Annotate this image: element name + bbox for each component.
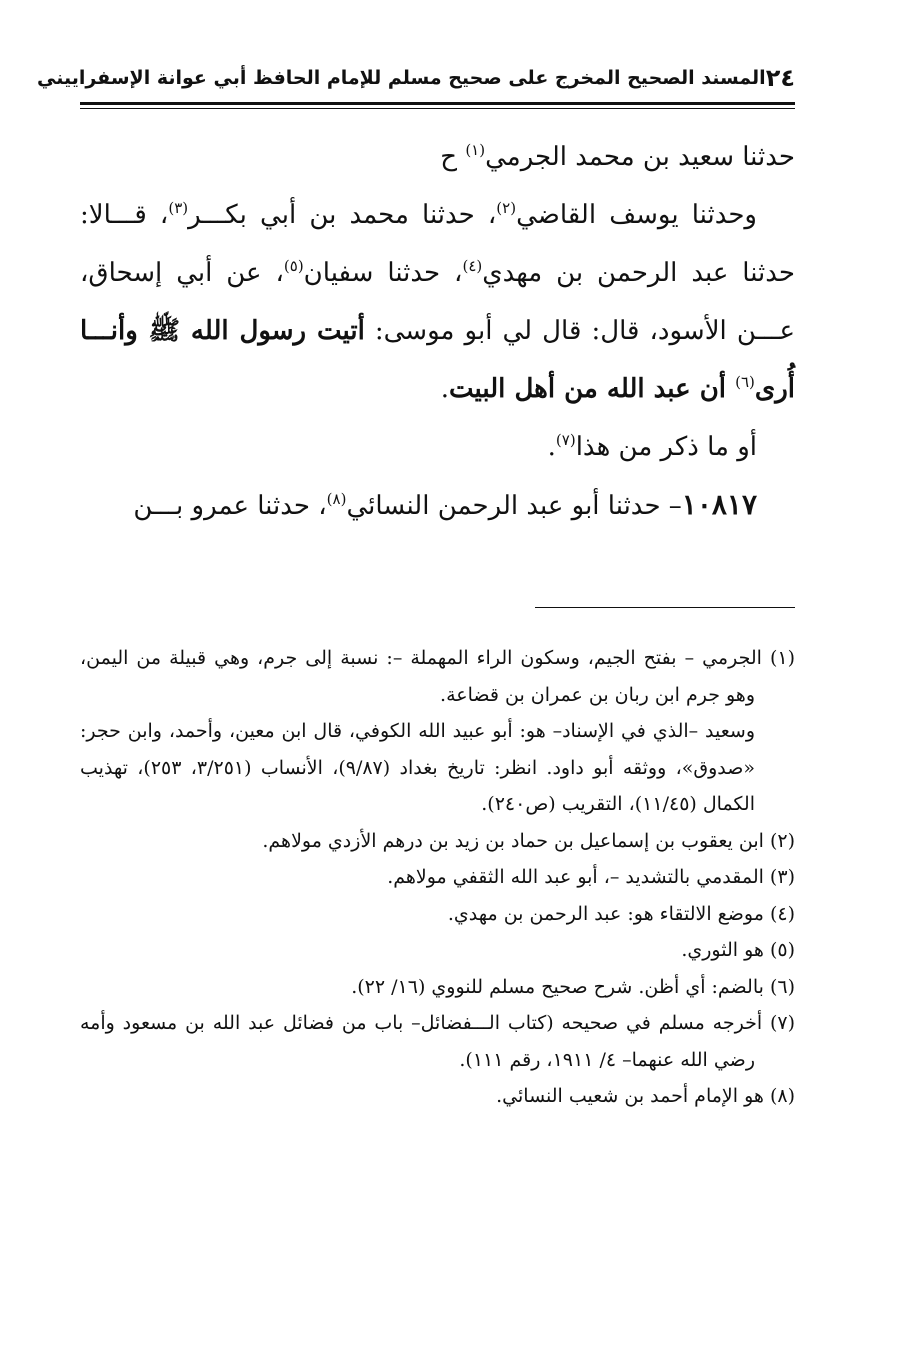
footnote-3: (٣) المقدمي بالتشديد –، أبو عبد الله الثقفي مولاهم.	[387, 866, 795, 888]
hadith-matn-part-1: أتيت رسول الله ﷺ وأنـــا أُرى	[80, 316, 795, 404]
narrator-note: أو ما ذكر من هذا$^{(٧)}$.	[547, 431, 757, 462]
running-title: المسند الصحيح المخرج على صحيح مسلم للإمام الحافظ أبي عوانة الإسفراييني	[36, 67, 766, 89]
footnote-ref-1: (١)	[465, 141, 486, 159]
main-text	[80, 128, 795, 535]
footnotes	[80, 640, 795, 1115]
isnad-paragraph: وحدثنا يوسف القاضي$^{(٢)}$، حدثنا محمد بن أبي بكـــر$^{(٣)}$، قـــالا: حدثنا عبد الرحمن بن مهدي$^{(٤)}$، حدثنا سفيان$^{(٥)}$، عن أبي إسحاق، عـــن الأسود، قال: قال لي أبو موسى: أتيت رسول الله ﷺ وأنـــا أُرى$^{(٦)}$ أن عبد الله من أهل البيت.	[80, 199, 795, 404]
footnote-2: (٢) ابن يعقوب بن إسماعيل بن حماد بن زيد بن درهم الأزدي مولاهم.	[262, 829, 795, 852]
page-number: ٢٤	[765, 64, 795, 92]
footnote-ref-8: (٨)	[326, 490, 347, 508]
isnad-line-1: حدثنا سعيد بن محمد الجرمي$^{(١)}$ ح	[440, 141, 795, 172]
footnote-6: (٦) بالضم: أي أظن. شرح صحيح مسلم للنووي (١٦/ ٢٢).	[351, 975, 795, 998]
header-rule-thin	[80, 108, 795, 109]
header-rule-thick	[80, 102, 795, 105]
footnote-ref-6: (٦)	[735, 373, 755, 391]
footnote-ref-5: (٥)	[283, 257, 304, 275]
footnote-8: (٨) هو الإمام أحمد بن شعيب النسائي.	[496, 1085, 795, 1107]
footnote-ref-7: (٧)	[555, 431, 576, 449]
footnote-7: (٧) أخرجه مسلم في صحيحه (كتاب الـــفضائل– باب من فضائل عبد الله بن مسعود وأمه رضي الله عنهما– ٤/ ١٩١١، رقم ١١١).	[80, 1012, 795, 1071]
footnote-ref-3: (٣)	[168, 199, 189, 217]
next-hadith-start: ١٠٨١٧– حدثنا أبو عبد الرحمن النسائي$^{(٨)}$، حدثنا عمرو بـــن	[133, 488, 757, 521]
footnote-ref-4: (٤)	[462, 257, 483, 275]
footnote-1-continuation: وسعيد –الذي في الإسناد– هو: أبو عبيد الله الكوفي، قال ابن معين، وأحمد، وابن حجر: «صدوق»، ووثقه أبو داود. انظر: تاريخ بغداد (٩/٨٧)، الأنساب (٣/٢٥١، ٢٥٣)، تهذيب الكمال (١١/٤٥)، التقريب (ص٢٤٠).	[80, 720, 755, 815]
footnote-ref-2: (٢)	[496, 199, 517, 217]
footnote-4: (٤) موضع الالتقاء هو: عبد الرحمن بن مهدي.	[447, 902, 795, 925]
hadith-number: ١٠٨١٧	[681, 488, 757, 521]
footnote-separator	[535, 607, 795, 608]
hadith-matn-part-2: أن عبد الله من أهل البيت	[449, 374, 736, 404]
footnote-1: (١) الجرمي – بفتح الجيم، وسكون الراء المهملة –: نسبة إلى جرم، وهي قبيلة من اليمن، وهو جرم ابن ربان بن عمران بن قضاعة.	[80, 647, 795, 706]
footnote-5: (٥) هو الثوري.	[681, 939, 795, 961]
page-header	[36, 58, 795, 98]
